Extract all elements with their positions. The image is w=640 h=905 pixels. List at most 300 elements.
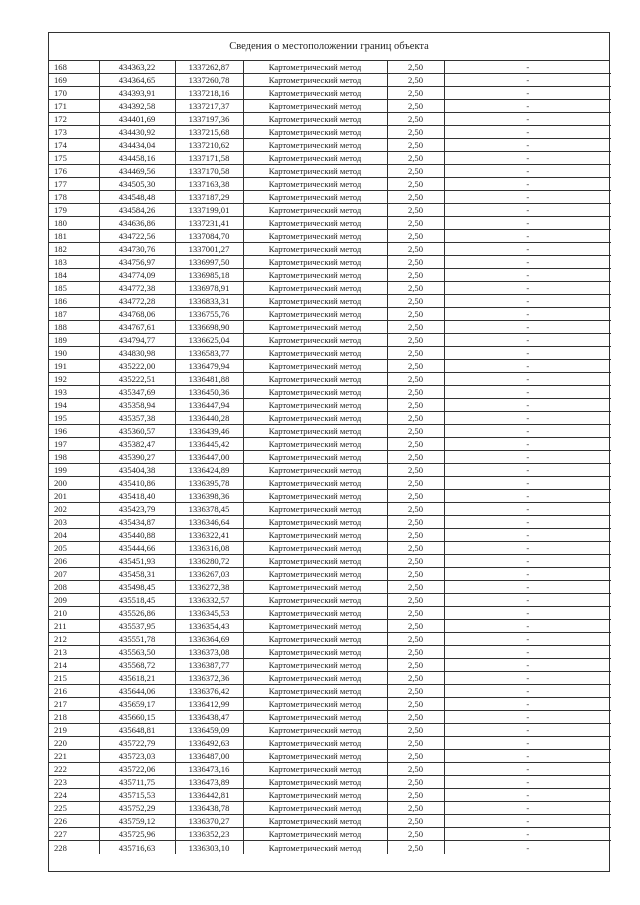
coord-x-cell: 435752,29	[99, 802, 175, 815]
precision-cell: 2,50	[387, 529, 444, 542]
method-cell: Картометрический метод	[243, 750, 387, 763]
coord-y-cell: 1337218,16	[175, 87, 243, 100]
description-cell: -	[444, 347, 611, 360]
description-cell: -	[444, 217, 611, 230]
method-cell: Картометрический метод	[243, 711, 387, 724]
table-row	[49, 373, 611, 386]
table-row	[49, 607, 611, 620]
point-number-cell: 196	[49, 425, 99, 438]
coord-y-cell: 1336398,36	[175, 490, 243, 503]
document-title: Сведения о местоположении границ объекта	[49, 33, 609, 61]
method-cell: Картометрический метод	[243, 230, 387, 243]
coord-y-cell: 1336322,41	[175, 529, 243, 542]
precision-cell: 2,50	[387, 230, 444, 243]
coord-x-cell: 435659,17	[99, 698, 175, 711]
table-row	[49, 61, 611, 74]
method-cell: Картометрический метод	[243, 633, 387, 646]
coord-x-cell: 435716,63	[99, 841, 175, 854]
point-number-cell: 186	[49, 295, 99, 308]
coord-x-cell: 435382,47	[99, 438, 175, 451]
description-cell: -	[444, 152, 611, 165]
table-row	[49, 269, 611, 282]
method-cell: Картометрический метод	[243, 776, 387, 789]
point-number-cell: 207	[49, 568, 99, 581]
table-row	[49, 503, 611, 516]
description-cell: -	[444, 399, 611, 412]
method-cell: Картометрический метод	[243, 412, 387, 425]
coord-y-cell: 1337001,27	[175, 243, 243, 256]
precision-cell: 2,50	[387, 555, 444, 568]
document-frame	[48, 32, 610, 872]
table-row	[49, 347, 611, 360]
precision-cell: 2,50	[387, 620, 444, 633]
coord-x-cell: 434364,65	[99, 74, 175, 87]
coord-x-cell: 435618,21	[99, 672, 175, 685]
coord-y-cell: 1336364,69	[175, 633, 243, 646]
coord-x-cell: 435358,94	[99, 399, 175, 412]
method-cell: Картометрический метод	[243, 191, 387, 204]
coord-x-cell: 434430,92	[99, 126, 175, 139]
table-row	[49, 165, 611, 178]
coordinates-table-body	[49, 61, 611, 854]
coord-x-cell: 435390,27	[99, 451, 175, 464]
precision-cell: 2,50	[387, 698, 444, 711]
precision-cell: 2,50	[387, 256, 444, 269]
coord-y-cell: 1336997,50	[175, 256, 243, 269]
precision-cell: 2,50	[387, 347, 444, 360]
method-cell: Картометрический метод	[243, 425, 387, 438]
method-cell: Картометрический метод	[243, 737, 387, 750]
coord-x-cell: 435711,75	[99, 776, 175, 789]
coord-y-cell: 1336352,23	[175, 828, 243, 841]
method-cell: Картометрический метод	[243, 672, 387, 685]
table-row	[49, 555, 611, 568]
coord-y-cell: 1336372,36	[175, 672, 243, 685]
description-cell: -	[444, 425, 611, 438]
method-cell: Картометрический метод	[243, 594, 387, 607]
coord-y-cell: 1337231,41	[175, 217, 243, 230]
table-row	[49, 594, 611, 607]
method-cell: Картометрический метод	[243, 607, 387, 620]
point-number-cell: 191	[49, 360, 99, 373]
method-cell: Картометрический метод	[243, 100, 387, 113]
table-row	[49, 620, 611, 633]
coord-y-cell: 1336346,64	[175, 516, 243, 529]
description-cell: -	[444, 243, 611, 256]
precision-cell: 2,50	[387, 646, 444, 659]
method-cell: Картометрический метод	[243, 321, 387, 334]
description-cell: -	[444, 477, 611, 490]
point-number-cell: 213	[49, 646, 99, 659]
coord-x-cell: 435498,45	[99, 581, 175, 594]
description-cell: -	[444, 74, 611, 87]
precision-cell: 2,50	[387, 464, 444, 477]
method-cell: Картометрический метод	[243, 152, 387, 165]
coord-x-cell: 434393,91	[99, 87, 175, 100]
description-cell: -	[444, 672, 611, 685]
coordinates-table	[49, 61, 611, 854]
coord-x-cell: 435551,78	[99, 633, 175, 646]
precision-cell: 2,50	[387, 711, 444, 724]
coord-x-cell: 435526,86	[99, 607, 175, 620]
coord-y-cell: 1336978,91	[175, 282, 243, 295]
method-cell: Картометрический метод	[243, 204, 387, 217]
table-row	[49, 646, 611, 659]
description-cell: -	[444, 451, 611, 464]
description-cell: -	[444, 373, 611, 386]
description-cell: -	[444, 61, 611, 74]
coord-x-cell: 434469,56	[99, 165, 175, 178]
point-number-cell: 189	[49, 334, 99, 347]
coord-y-cell: 1336387,77	[175, 659, 243, 672]
precision-cell: 2,50	[387, 386, 444, 399]
table-row	[49, 230, 611, 243]
point-number-cell: 184	[49, 269, 99, 282]
point-number-cell: 202	[49, 503, 99, 516]
description-cell: -	[444, 594, 611, 607]
coord-x-cell: 434636,86	[99, 217, 175, 230]
table-row	[49, 789, 611, 802]
point-number-cell: 193	[49, 386, 99, 399]
point-number-cell: 217	[49, 698, 99, 711]
precision-cell: 2,50	[387, 724, 444, 737]
precision-cell: 2,50	[387, 295, 444, 308]
coord-y-cell: 1336370,27	[175, 815, 243, 828]
description-cell: -	[444, 659, 611, 672]
coord-y-cell: 1336280,72	[175, 555, 243, 568]
precision-cell: 2,50	[387, 737, 444, 750]
description-cell: -	[444, 542, 611, 555]
coord-y-cell: 1337262,87	[175, 61, 243, 74]
coord-y-cell: 1337199,01	[175, 204, 243, 217]
coord-y-cell: 1336272,38	[175, 581, 243, 594]
description-cell: -	[444, 438, 611, 451]
method-cell: Картометрический метод	[243, 542, 387, 555]
coord-y-cell: 1336373,08	[175, 646, 243, 659]
coord-y-cell: 1336487,00	[175, 750, 243, 763]
table-row	[49, 568, 611, 581]
coord-x-cell: 434767,61	[99, 321, 175, 334]
coord-x-cell: 435423,79	[99, 503, 175, 516]
precision-cell: 2,50	[387, 282, 444, 295]
coord-y-cell: 1337260,78	[175, 74, 243, 87]
method-cell: Картометрический метод	[243, 217, 387, 230]
coord-x-cell: 434548,48	[99, 191, 175, 204]
table-row	[49, 581, 611, 594]
point-number-cell: 214	[49, 659, 99, 672]
precision-cell: 2,50	[387, 399, 444, 412]
description-cell: -	[444, 620, 611, 633]
point-number-cell: 218	[49, 711, 99, 724]
coord-y-cell: 1336698,90	[175, 321, 243, 334]
description-cell: -	[444, 386, 611, 399]
coord-y-cell: 1336267,03	[175, 568, 243, 581]
table-row	[49, 776, 611, 789]
method-cell: Картометрический метод	[243, 451, 387, 464]
coord-y-cell: 1336438,47	[175, 711, 243, 724]
method-cell: Картометрический метод	[243, 113, 387, 126]
point-number-cell: 222	[49, 763, 99, 776]
description-cell: -	[444, 776, 611, 789]
method-cell: Картометрический метод	[243, 165, 387, 178]
coord-x-cell: 434772,38	[99, 282, 175, 295]
coord-x-cell: 435644,06	[99, 685, 175, 698]
coord-x-cell: 435759,12	[99, 815, 175, 828]
table-row	[49, 451, 611, 464]
description-cell: -	[444, 334, 611, 347]
coord-y-cell: 1337163,38	[175, 178, 243, 191]
point-number-cell: 215	[49, 672, 99, 685]
table-row	[49, 698, 611, 711]
table-row	[49, 659, 611, 672]
description-cell: -	[444, 828, 611, 841]
table-row	[49, 178, 611, 191]
precision-cell: 2,50	[387, 113, 444, 126]
precision-cell: 2,50	[387, 360, 444, 373]
table-row	[49, 815, 611, 828]
precision-cell: 2,50	[387, 815, 444, 828]
point-number-cell: 210	[49, 607, 99, 620]
method-cell: Картометрический метод	[243, 828, 387, 841]
point-number-cell: 192	[49, 373, 99, 386]
point-number-cell: 211	[49, 620, 99, 633]
description-cell: -	[444, 490, 611, 503]
precision-cell: 2,50	[387, 841, 444, 854]
description-cell: -	[444, 516, 611, 529]
precision-cell: 2,50	[387, 763, 444, 776]
coord-y-cell: 1336625,04	[175, 334, 243, 347]
precision-cell: 2,50	[387, 477, 444, 490]
method-cell: Картометрический метод	[243, 373, 387, 386]
method-cell: Картометрический метод	[243, 477, 387, 490]
method-cell: Картометрический метод	[243, 698, 387, 711]
method-cell: Картометрический метод	[243, 334, 387, 347]
coord-y-cell: 1337197,36	[175, 113, 243, 126]
description-cell: -	[444, 529, 611, 542]
table-row	[49, 152, 611, 165]
table-row	[49, 217, 611, 230]
method-cell: Картометрический метод	[243, 61, 387, 74]
precision-cell: 2,50	[387, 490, 444, 503]
point-number-cell: 205	[49, 542, 99, 555]
point-number-cell: 187	[49, 308, 99, 321]
coord-y-cell: 1336412,99	[175, 698, 243, 711]
precision-cell: 2,50	[387, 776, 444, 789]
method-cell: Картометрический метод	[243, 178, 387, 191]
coord-x-cell: 434774,09	[99, 269, 175, 282]
table-row	[49, 295, 611, 308]
description-cell: -	[444, 685, 611, 698]
table-row	[49, 360, 611, 373]
coord-y-cell: 1337217,37	[175, 100, 243, 113]
table-row	[49, 100, 611, 113]
coord-y-cell: 1336439,46	[175, 425, 243, 438]
description-cell: -	[444, 698, 611, 711]
method-cell: Картометрический метод	[243, 516, 387, 529]
precision-cell: 2,50	[387, 828, 444, 841]
table-row	[49, 750, 611, 763]
table-row	[49, 399, 611, 412]
precision-cell: 2,50	[387, 308, 444, 321]
coord-x-cell: 434772,28	[99, 295, 175, 308]
precision-cell: 2,50	[387, 74, 444, 87]
coord-x-cell: 435410,86	[99, 477, 175, 490]
precision-cell: 2,50	[387, 750, 444, 763]
table-row	[49, 477, 611, 490]
description-cell: -	[444, 815, 611, 828]
description-cell: -	[444, 633, 611, 646]
point-number-cell: 174	[49, 139, 99, 152]
description-cell: -	[444, 191, 611, 204]
precision-cell: 2,50	[387, 503, 444, 516]
method-cell: Картометрический метод	[243, 581, 387, 594]
coord-x-cell: 434434,04	[99, 139, 175, 152]
description-cell: -	[444, 256, 611, 269]
precision-cell: 2,50	[387, 204, 444, 217]
description-cell: -	[444, 321, 611, 334]
method-cell: Картометрический метод	[243, 256, 387, 269]
precision-cell: 2,50	[387, 516, 444, 529]
table-row	[49, 191, 611, 204]
coord-x-cell: 434794,77	[99, 334, 175, 347]
point-number-cell: 172	[49, 113, 99, 126]
point-number-cell: 227	[49, 828, 99, 841]
precision-cell: 2,50	[387, 191, 444, 204]
precision-cell: 2,50	[387, 321, 444, 334]
coord-x-cell: 435222,51	[99, 373, 175, 386]
coord-y-cell: 1336303,10	[175, 841, 243, 854]
description-cell: -	[444, 464, 611, 477]
coord-y-cell: 1336442,81	[175, 789, 243, 802]
method-cell: Картометрический метод	[243, 503, 387, 516]
coord-x-cell: 435537,95	[99, 620, 175, 633]
description-cell: -	[444, 711, 611, 724]
coord-x-cell: 435725,96	[99, 828, 175, 841]
coord-x-cell: 435722,79	[99, 737, 175, 750]
description-cell: -	[444, 607, 611, 620]
point-number-cell: 181	[49, 230, 99, 243]
table-row	[49, 802, 611, 815]
table-row	[49, 763, 611, 776]
point-number-cell: 208	[49, 581, 99, 594]
point-number-cell: 224	[49, 789, 99, 802]
table-row	[49, 464, 611, 477]
description-cell: -	[444, 178, 611, 191]
coord-x-cell: 434401,69	[99, 113, 175, 126]
coord-x-cell: 435357,38	[99, 412, 175, 425]
precision-cell: 2,50	[387, 165, 444, 178]
method-cell: Картометрический метод	[243, 243, 387, 256]
point-number-cell: 188	[49, 321, 99, 334]
table-row	[49, 737, 611, 750]
description-cell: -	[444, 126, 611, 139]
point-number-cell: 212	[49, 633, 99, 646]
table-row	[49, 438, 611, 451]
coord-y-cell: 1336332,57	[175, 594, 243, 607]
precision-cell: 2,50	[387, 139, 444, 152]
table-row	[49, 321, 611, 334]
table-row	[49, 516, 611, 529]
table-row	[49, 672, 611, 685]
point-number-cell: 195	[49, 412, 99, 425]
point-number-cell: 225	[49, 802, 99, 815]
point-number-cell: 223	[49, 776, 99, 789]
method-cell: Картометрический метод	[243, 724, 387, 737]
precision-cell: 2,50	[387, 672, 444, 685]
description-cell: -	[444, 555, 611, 568]
description-cell: -	[444, 789, 611, 802]
coord-y-cell: 1337215,68	[175, 126, 243, 139]
method-cell: Картометрический метод	[243, 126, 387, 139]
method-cell: Картометрический метод	[243, 386, 387, 399]
coord-y-cell: 1337210,62	[175, 139, 243, 152]
coord-y-cell: 1337084,70	[175, 230, 243, 243]
coord-x-cell: 435715,53	[99, 789, 175, 802]
precision-cell: 2,50	[387, 178, 444, 191]
coord-y-cell: 1336479,94	[175, 360, 243, 373]
point-number-cell: 173	[49, 126, 99, 139]
precision-cell: 2,50	[387, 633, 444, 646]
point-number-cell: 203	[49, 516, 99, 529]
description-cell: -	[444, 113, 611, 126]
method-cell: Картометрический метод	[243, 802, 387, 815]
description-cell: -	[444, 750, 611, 763]
description-cell: -	[444, 269, 611, 282]
description-cell: -	[444, 802, 611, 815]
table-row	[49, 724, 611, 737]
coord-y-cell: 1336316,08	[175, 542, 243, 555]
point-number-cell: 179	[49, 204, 99, 217]
table-row	[49, 113, 611, 126]
coord-y-cell: 1336447,94	[175, 399, 243, 412]
coord-y-cell: 1336440,28	[175, 412, 243, 425]
table-row	[49, 308, 611, 321]
point-number-cell: 200	[49, 477, 99, 490]
coord-y-cell: 1336459,09	[175, 724, 243, 737]
precision-cell: 2,50	[387, 126, 444, 139]
point-number-cell: 169	[49, 74, 99, 87]
coord-x-cell: 434363,22	[99, 61, 175, 74]
table-row	[49, 386, 611, 399]
table-row	[49, 87, 611, 100]
table-row	[49, 425, 611, 438]
point-number-cell: 199	[49, 464, 99, 477]
coord-y-cell: 1337171,58	[175, 152, 243, 165]
description-cell: -	[444, 139, 611, 152]
coord-x-cell: 435563,50	[99, 646, 175, 659]
point-number-cell: 183	[49, 256, 99, 269]
method-cell: Картометрический метод	[243, 347, 387, 360]
coord-x-cell: 435723,03	[99, 750, 175, 763]
coord-x-cell: 434830,98	[99, 347, 175, 360]
precision-cell: 2,50	[387, 373, 444, 386]
method-cell: Картометрический метод	[243, 490, 387, 503]
method-cell: Картометрический метод	[243, 555, 387, 568]
coord-x-cell: 435440,88	[99, 529, 175, 542]
description-cell: -	[444, 412, 611, 425]
coord-x-cell: 435418,40	[99, 490, 175, 503]
point-number-cell: 180	[49, 217, 99, 230]
coord-x-cell: 434505,30	[99, 178, 175, 191]
table-row	[49, 204, 611, 217]
coord-y-cell: 1336424,89	[175, 464, 243, 477]
description-cell: -	[526, 842, 530, 853]
description-cell: -	[444, 100, 611, 113]
method-cell: Картометрический метод	[243, 763, 387, 776]
point-number-cell: 176	[49, 165, 99, 178]
coord-y-cell: 1336583,77	[175, 347, 243, 360]
table-row	[49, 685, 611, 698]
